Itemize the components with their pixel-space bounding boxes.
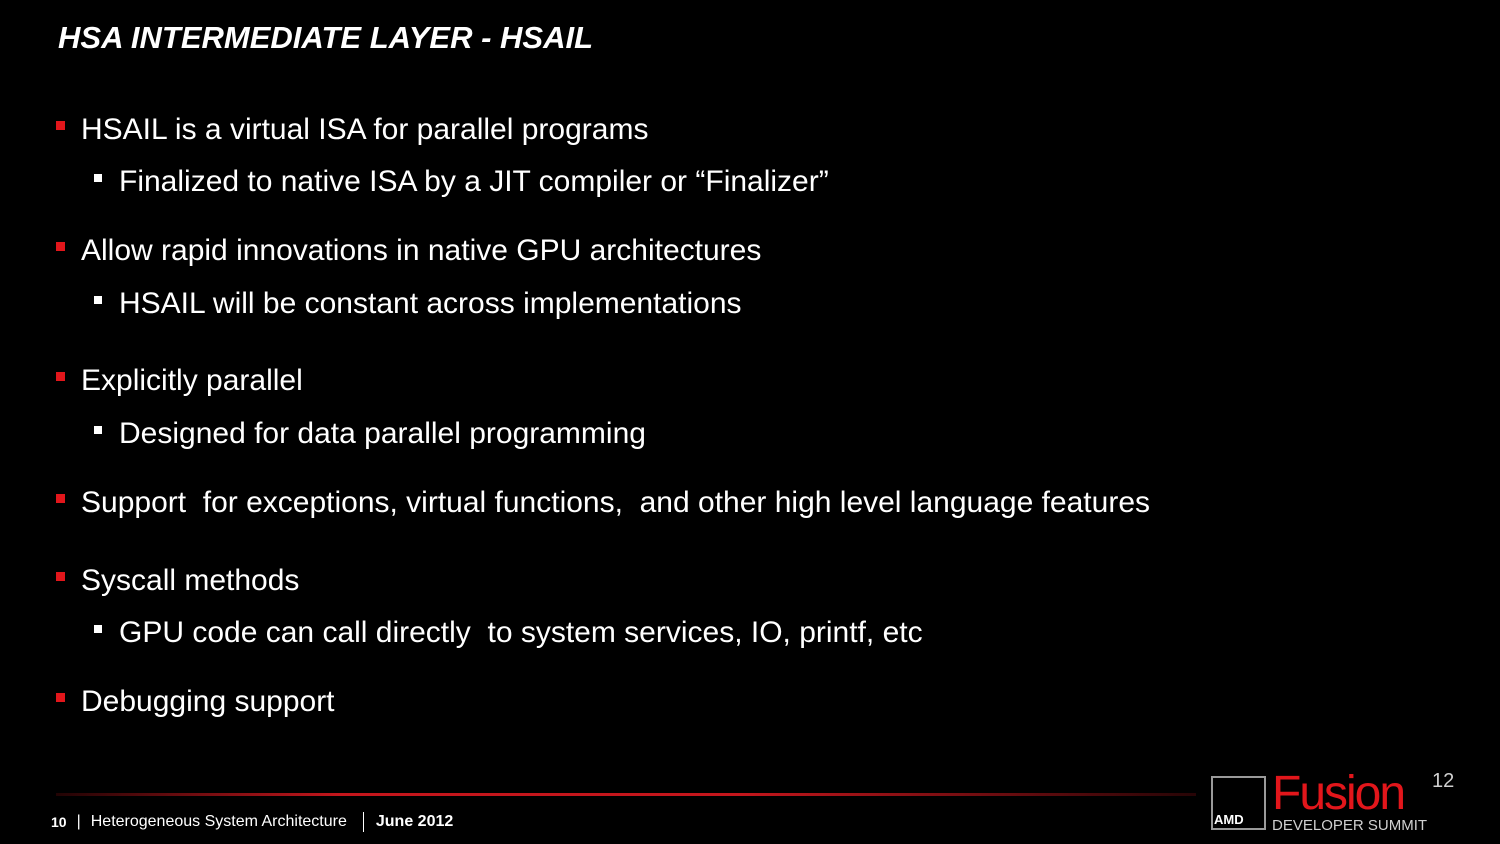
footer-separator: |	[76, 813, 81, 830]
sub-bullet-item	[94, 417, 646, 451]
bullet-marker	[56, 494, 65, 503]
sub-bullet-marker	[94, 625, 102, 633]
sub-bullet-item	[94, 616, 923, 650]
footer-date: June 2012	[375, 813, 454, 830]
amd-logo-text: AMD	[1214, 812, 1244, 827]
bullet-item	[56, 364, 303, 398]
page-number: 10	[51, 814, 67, 830]
sub-bullet-text: Designed for data parallel programming	[119, 417, 646, 450]
amd-fusion-logo	[1210, 767, 1460, 836]
developer-summit-text: DEVELOPER SUMMIT	[1272, 817, 1428, 834]
sub-bullet-item	[94, 165, 829, 199]
footer-divider	[56, 793, 1196, 796]
bullet-item	[56, 685, 335, 719]
sub-bullet-text: GPU code can call directly to system services, IO, printf, etc	[119, 616, 923, 649]
bullet-item	[56, 486, 1150, 520]
footer-subtitle: Heterogeneous System Architecture	[90, 813, 347, 830]
bullet-text: Allow rapid innovations in native GPU architectures	[81, 234, 762, 267]
bullet-item	[56, 234, 761, 268]
sub-bullet-marker	[94, 174, 102, 182]
sub-bullet-marker	[94, 426, 102, 434]
bullet-marker	[56, 372, 65, 381]
footer	[51, 812, 453, 832]
slide-title: HSA INTERMEDIATE LAYER - HSAIL	[58, 20, 594, 55]
bullet-text: Syscall methods	[81, 564, 300, 597]
bullet-item	[56, 564, 299, 598]
bullet-text: Explicitly parallel	[81, 364, 303, 397]
fusion-logo-text: Fusion	[1272, 767, 1405, 820]
sub-bullet-text: Finalized to native ISA by a JIT compiler or “Finalizer”	[119, 165, 829, 198]
bullet-marker	[56, 572, 65, 581]
bullet-marker	[56, 693, 65, 702]
bullet-marker	[56, 121, 65, 130]
fusion-logo-superscript: 12	[1432, 770, 1455, 792]
bullet-text: Debugging support	[81, 685, 335, 718]
bullet-text: Support for exceptions, virtual functions, and other high level language features	[81, 486, 1150, 519]
bullet-item	[56, 113, 648, 147]
bullet-text: HSAIL is a virtual ISA for parallel programs	[81, 113, 649, 146]
sub-bullet-marker	[94, 296, 102, 304]
sub-bullet-item	[94, 287, 742, 321]
sub-bullet-text: HSAIL will be constant across implementations	[119, 287, 742, 320]
bullet-marker	[56, 242, 65, 251]
footer-divider-bar	[363, 812, 364, 832]
